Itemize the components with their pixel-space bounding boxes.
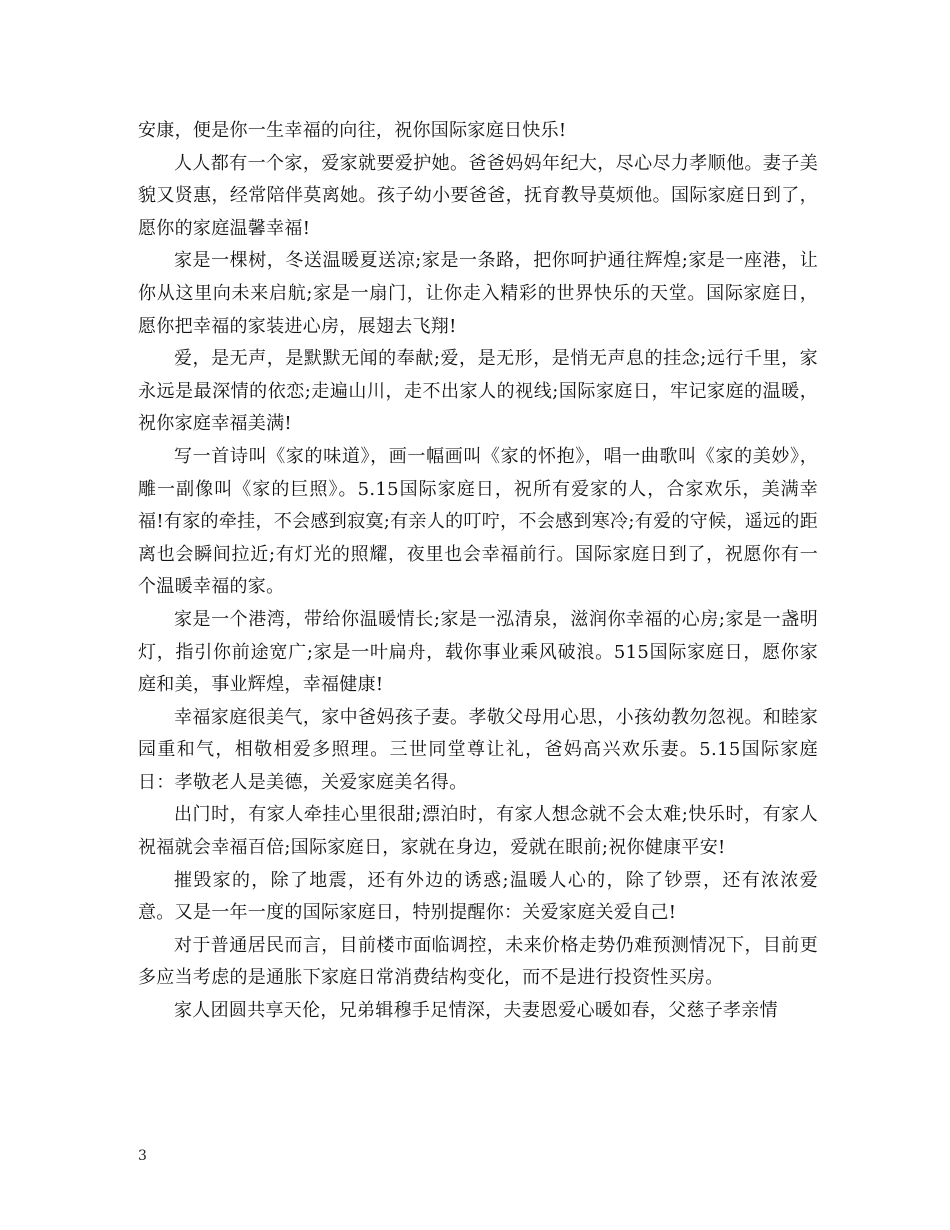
paragraph-9: 摧毁家的，除了地震，还有外边的诱惑;温暖人心的，除了钞票，还有浓浓爱意。又是一年一度的国际家庭日，特别提醒你：关爱家庭关爱自己! (138, 869, 818, 924)
paragraph-7: 幸福家庭很美气，家中爸妈孩子妻。孝敬父母用心思，小孩幼教勿忽视。和睦家园重和气，相敬相爱多照理。三世同堂尊让礼，爸妈高兴欢乐妻。5.15国际家庭日：孝敬老人是美德，关爱家庭美名得。 (138, 706, 818, 793)
paragraph-1: 安康，便是你一生幸福的向往，祝你国际家庭日快乐! (138, 120, 567, 141)
page-number: 3 (138, 1148, 147, 1164)
paragraph-3: 家是一棵树，冬送温暖夏送凉;家是一条路，把你呵护通往辉煌;家是一座港，让你从这里向未来启航;家是一扇门，让你走入精彩的世界快乐的天堂。国际家庭日，愿你把幸福的家装进心房，展翅去飞翔! (138, 250, 818, 337)
paragraph-6: 家是一个港湾，带给你温暖情长;家是一泓清泉，滋润你幸福的心房;家是一盏明灯，指引你前途宽广;家是一叶扁舟，载你事业乘风破浪。515国际家庭日，愿你家庭和美，事业辉煌，幸福健康! (138, 608, 818, 696)
document-body (138, 115, 818, 1028)
paragraph-5: 写一首诗叫《家的味道》，画一幅画叫《家的怀抱》，唱一曲歌叫《家的美妙》，雕一副像叫《家的巨照》。5.15国际家庭日，祝所有爱家的人，合家欢乐，美满幸福!有家的牵挂，不会感到寂寞;有亲人的叮咛，不会感到寒冷;有爱的守候，遥远的距离也会瞬间拉近;有灯光的照耀，夜里也会幸福前行。国际家庭日到了，祝愿你有一个温暖幸福的家。 (138, 445, 818, 598)
paragraph-10: 对于普通居民而言，目前楼市面临调控，未来价格走势仍难预测情况下，目前更多应当考虑的是通胀下家庭日常消费结构变化，而不是进行投资性买房。 (138, 934, 818, 989)
paragraph-11: 家人团圆共享天伦，兄弟辑穆手足情深，夫妻恩爱心暖如春，父慈子孝亲情 (174, 1000, 778, 1022)
paragraph-2: 人人都有一个家，爱家就要爱护她。爸爸妈妈年纪大，尽心尽力孝顺他。妻子美貌又贤惠，经常陪伴莫离她。孩子幼小要爸爸，抚育教导莫烦他。国际家庭日到了，愿你的家庭温馨幸福! (138, 152, 818, 239)
paragraph-8: 出门时，有家人牵挂心里很甜;漂泊时，有家人想念就不会太难;快乐时，有家人祝福就会幸福百倍;国际家庭日，家就在身边，爱就在眼前;祝你健康平安! (138, 804, 818, 859)
paragraph-4: 爱，是无声，是默默无闻的奉献;爱，是无形，是悄无声息的挂念;远行千里，家永远是最深情的依恋;走遍山川，走不出家人的视线;国际家庭日，牢记家庭的温暖，祝你家庭幸福美满! (138, 348, 818, 435)
